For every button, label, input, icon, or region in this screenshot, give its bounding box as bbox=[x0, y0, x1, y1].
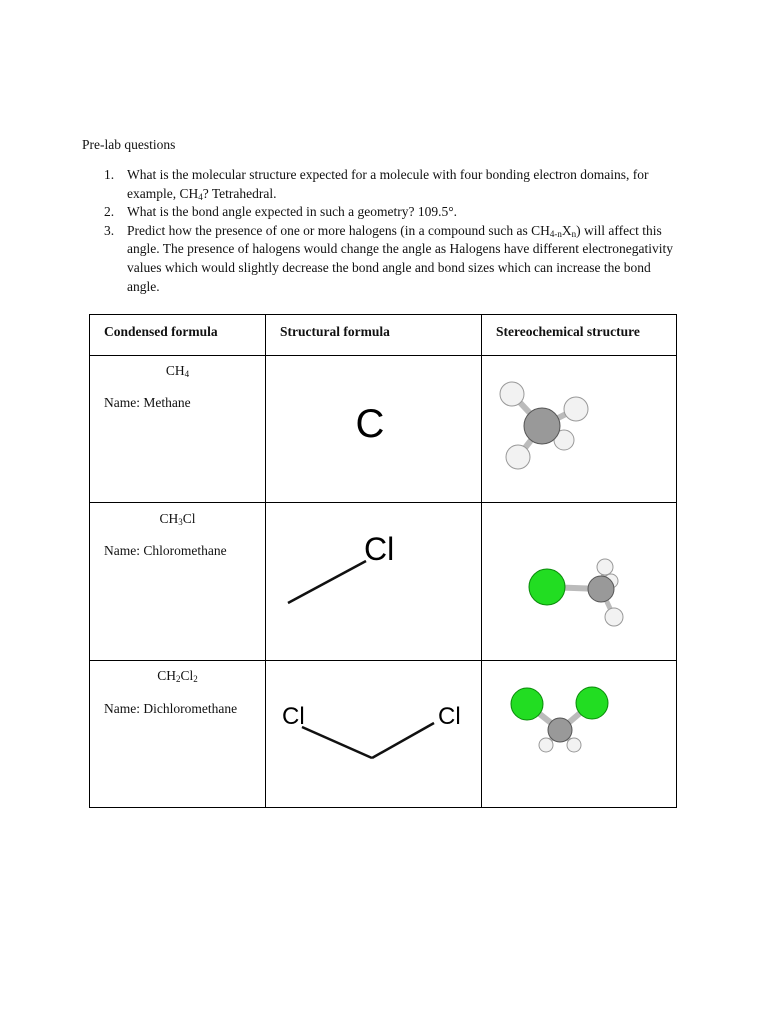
header-stereochemical-structure: Stereochemical structure bbox=[496, 324, 640, 339]
condensed-formula-methane: $CH_4$ bbox=[165, 363, 190, 379]
question-number: 3. bbox=[104, 222, 115, 238]
name-chloromethane: Name: Chloromethane bbox=[104, 543, 227, 558]
structural-formula-dichloromethane bbox=[266, 661, 481, 808]
question-number: 2. bbox=[104, 204, 115, 220]
chlorine-label: Cl bbox=[438, 703, 461, 730]
question-text: Predict how the presence of one or more halogens (in a compound such as $CH_{4-n}X_n$) will affect this angle. The presence of halogens would change the angle as Halogens have different electronegativity values which would slightly decrease the bond angle and bond sizes which can increase the bond angle. bbox=[127, 222, 674, 294]
chlorine-atom bbox=[511, 688, 543, 720]
header-condensed-formula: Condensed formula bbox=[104, 324, 218, 339]
question-1 bbox=[104, 166, 684, 203]
bond-line bbox=[302, 727, 372, 758]
question-text: What is the molecular structure expected for a molecule with four bonding electron domains, for example, $CH_4$? Tetrahedral. bbox=[127, 167, 649, 202]
question-text: What is the bond angle expected in such a geometry? 109.5°. bbox=[127, 204, 458, 220]
hydrogen-atom bbox=[500, 382, 524, 406]
stereo-model-methane bbox=[482, 356, 677, 502]
page-heading: Pre-lab questions bbox=[82, 137, 176, 152]
hydrogen-atom bbox=[597, 559, 613, 575]
carbon-atom bbox=[588, 576, 614, 602]
name-dichloromethane: Name: Dichloromethane bbox=[104, 701, 238, 716]
structural-formula-chloromethane bbox=[266, 503, 481, 660]
carbon-label: C bbox=[355, 402, 385, 446]
structural-formula-methane bbox=[266, 356, 481, 502]
question-list bbox=[104, 166, 684, 296]
stereo-model-chloromethane bbox=[482, 503, 677, 660]
question-number: 1. bbox=[104, 167, 115, 182]
carbon-atom bbox=[524, 408, 560, 444]
chlorine-atom bbox=[576, 687, 608, 719]
stereo-model-dichloromethane bbox=[482, 661, 677, 808]
bond-line bbox=[372, 723, 434, 758]
question-2 bbox=[104, 203, 684, 222]
molecule-table bbox=[89, 314, 677, 808]
hydrogen-atom bbox=[506, 445, 530, 469]
bond-line bbox=[288, 561, 366, 603]
chlorine-label: Cl bbox=[282, 703, 305, 730]
condensed-formula-dichloromethane: $CH_2Cl_2$ bbox=[157, 668, 198, 684]
carbon-atom bbox=[548, 718, 572, 742]
header-structural-formula: Structural formula bbox=[280, 324, 390, 339]
hydrogen-atom bbox=[605, 608, 623, 626]
chlorine-label: Cl bbox=[364, 531, 395, 567]
chlorine-atom bbox=[529, 569, 565, 605]
question-3 bbox=[104, 222, 684, 296]
hydrogen-atom bbox=[564, 397, 588, 421]
hydrogen-atom bbox=[567, 738, 581, 752]
hydrogen-atom bbox=[539, 738, 553, 752]
condensed-formula-chloromethane: $CH_3Cl$ bbox=[159, 511, 196, 527]
name-methane: Name: Methane bbox=[104, 395, 191, 410]
